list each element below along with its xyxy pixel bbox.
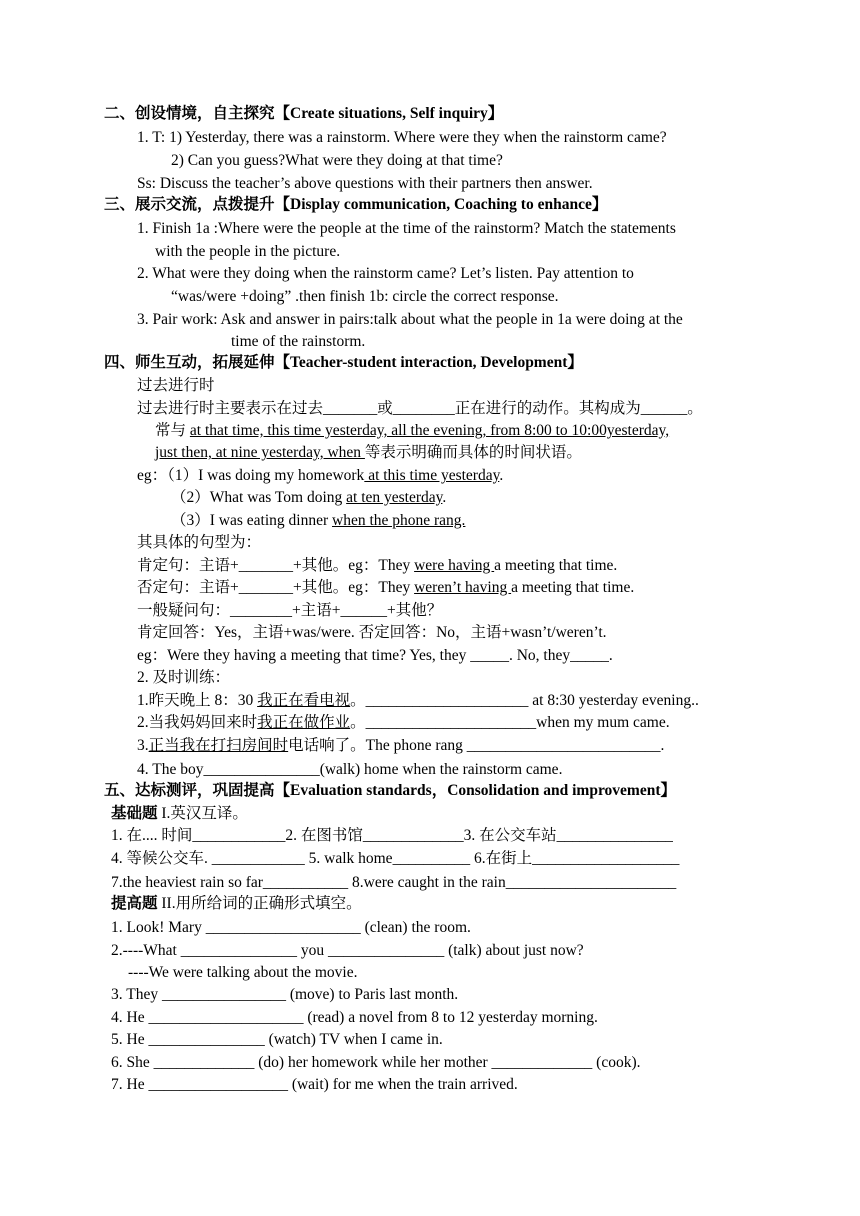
- section-heading-2: 二、创设情境，自主探究【Create situations, Self inquiry】: [104, 105, 504, 122]
- section-heading-3: 三、展示交流，点拨提升【Display communication, Coaching to enhance】: [104, 196, 608, 213]
- text-line: 3. Pair work: Ask and answer in pairs:talk about what the people in 1a were doing at the: [137, 311, 683, 328]
- practice-item: 3.正当我在打扫房间时电话响了。The phone rang _________________________.: [137, 737, 665, 754]
- practice-item: 4. The boy_______________(walk) home when the rainstorm came.: [137, 761, 563, 778]
- example-line: （2）What was Tom doing at ten yesterday.: [171, 489, 447, 506]
- exercise-question: 5. He _______________ (watch) TV when I came in.: [111, 1031, 443, 1048]
- text-line: time of the rainstorm.: [231, 333, 366, 350]
- exercise-question: 6. She _____________ (do) her homework while her mother _____________ (cook).: [111, 1054, 641, 1071]
- pattern-example: eg：Were they having a meeting that time? Yes, they _____. No, they_____.: [137, 647, 613, 664]
- common-phrases-line: just then, at nine yesterday, when 等表示明确而具体的时间状语。: [155, 444, 582, 461]
- example-line: （3）I was eating dinner when the phone rang.: [171, 512, 466, 529]
- exercise-row: 7.the heaviest rain so far___________ 8.were caught in the rain______________________: [111, 874, 677, 891]
- pattern-question: 一般疑问句：________+主语+______+其他？: [137, 602, 443, 619]
- text-line: with the people in the picture.: [155, 243, 341, 260]
- basic-title: 基础题 I.英汉互译。: [111, 805, 248, 822]
- pattern-answers: 肯定回答：Yes，主语+was/were. 否定回答：No，主语+wasn’t/weren’t.: [137, 624, 607, 641]
- section-heading-4: 四、师生互动，拓展延伸【Teacher-student interaction, Development】: [104, 354, 583, 371]
- exercise-answer: ----We were talking about the movie.: [128, 964, 358, 981]
- practice-title: 2. 及时训练：: [137, 669, 231, 686]
- pattern-positive: 肯定句：主语+_______+其他。eg：They were having a meeting that time.: [137, 557, 618, 574]
- pattern-negative: 否定句：主语+_______+其他。eg：They weren’t having a meeting that time.: [137, 579, 635, 596]
- text-line: 1. T: 1) Yesterday, there was a rainstorm. Where were they when the rainstorm came?: [137, 129, 667, 146]
- example-line: eg：（1）I was doing my homework at this time yesterday.: [137, 467, 504, 484]
- advanced-title: 提高题 II.用所给词的正确形式填空。: [111, 895, 362, 912]
- exercise-question: 7. He __________________ (wait) for me when the train arrived.: [111, 1076, 518, 1093]
- text-line: 2. What were they doing when the rainstorm came? Let’s listen. Pay attention to: [137, 265, 634, 282]
- text-line: “was/were +doing” .then finish 1b: circle the correct response.: [171, 288, 559, 305]
- exercise-question: 3. They ________________ (move) to Paris last month.: [111, 986, 459, 1003]
- text-line: Ss: Discuss the teacher’s above questions with their partners then answer.: [137, 175, 593, 192]
- grammar-definition: 过去进行时主要表示在过去_______或________正在进行的动作。其构成为______。: [137, 400, 703, 417]
- text-line: 1. Finish 1a :Where were the people at the time of the rainstorm? Match the statements: [137, 220, 676, 237]
- grammar-title: 过去进行时: [137, 377, 215, 394]
- practice-item: 2.当我妈妈回来时我正在做作业。______________________when my mum came.: [137, 714, 670, 731]
- exercise-question: 2.----What _______________ you _______________ (talk) about just now?: [111, 942, 584, 959]
- exercise-row: 1. 在.... 时间____________2. 在图书馆_____________3. 在公交车站_______________: [111, 827, 673, 844]
- text-line: 2) Can you guess?What were they doing at that time?: [171, 152, 503, 169]
- common-phrases-line: 常与 at that time, this time yesterday, all the evening, from 8:00 to 10:00yesterday,: [155, 422, 670, 439]
- practice-item: 1.昨天晚上 8：30 我正在看电视。_____________________ at 8:30 yesterday evening..: [137, 692, 699, 709]
- pattern-title: 其具体的句型为：: [137, 534, 262, 551]
- section-heading-5: 五、达标测评，巩固提高【Evaluation standards，Consolidation and improvement】: [104, 782, 676, 799]
- exercise-question: 4. He ____________________ (read) a novel from 8 to 12 yesterday morning.: [111, 1009, 598, 1026]
- exercise-question: 1. Look! Mary ____________________ (clean) the room.: [111, 919, 471, 936]
- exercise-row: 4. 等候公交车. ____________ 5. walk home__________ 6.在街上___________________: [111, 850, 680, 867]
